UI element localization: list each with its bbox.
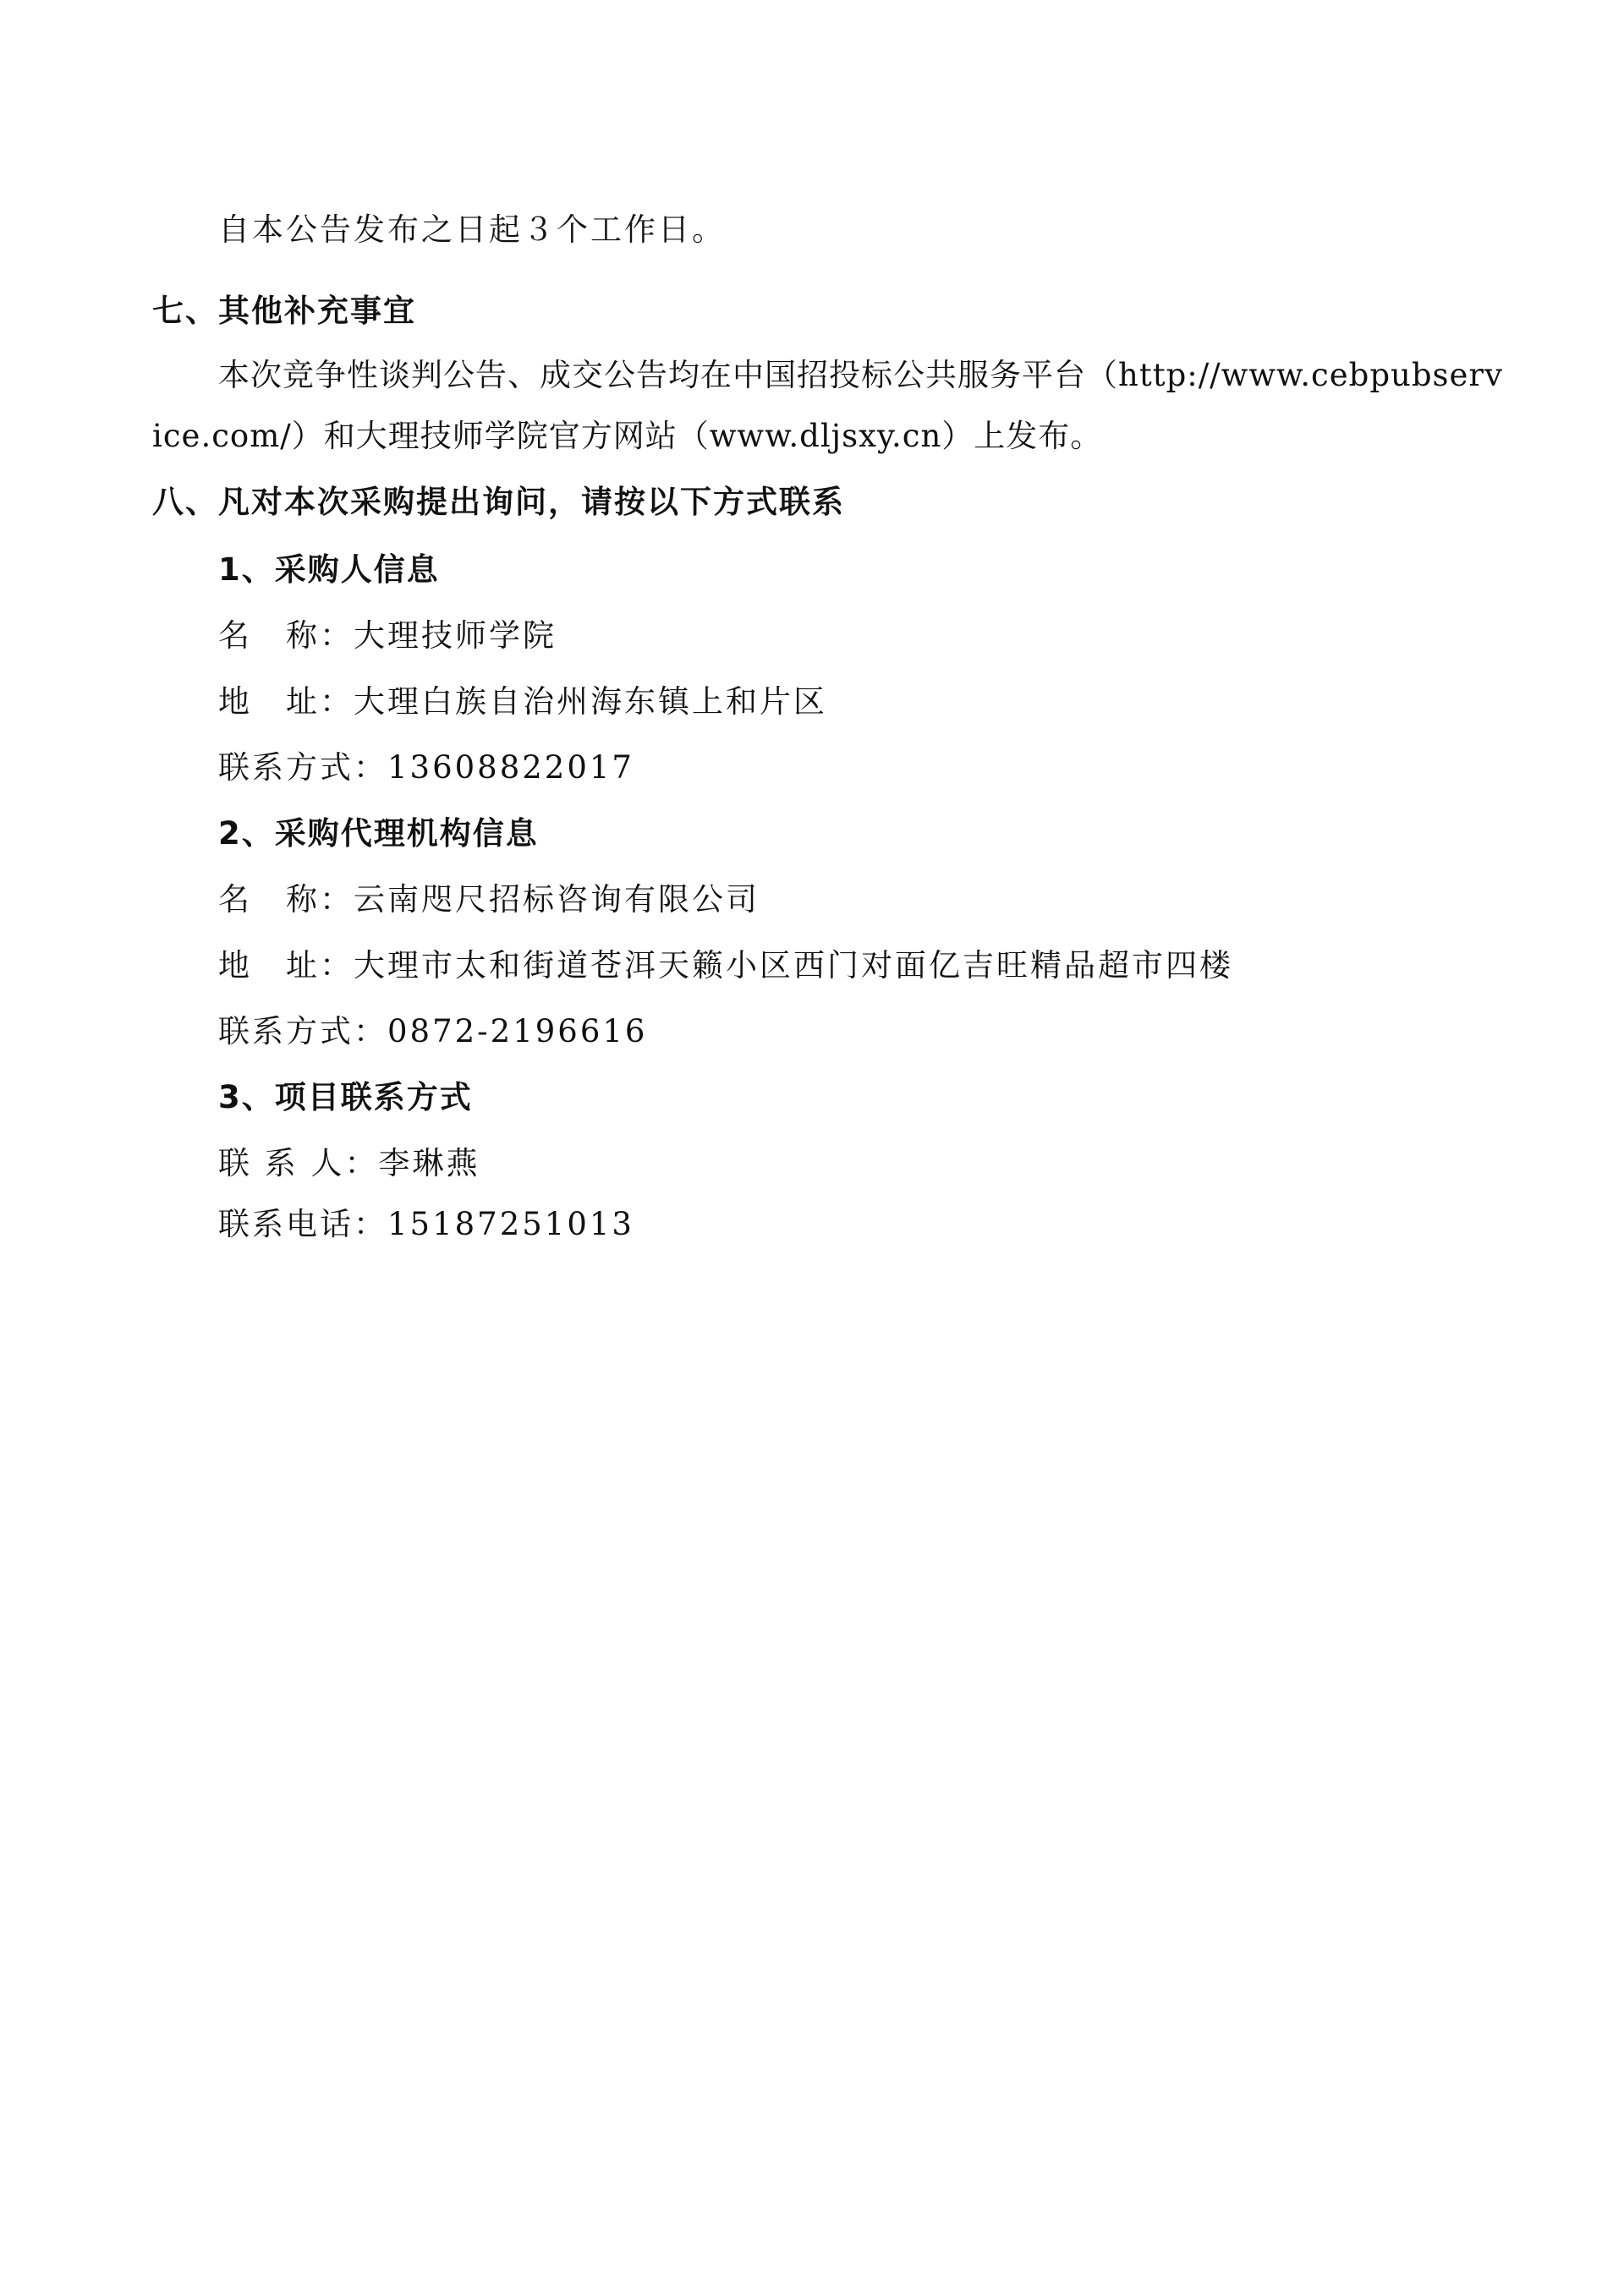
section7-body-line1: 本次竞争性谈判公告、成交公告均在中国招投标公共服务平台（http://www.cebpubserv (218, 357, 1504, 393)
purchaser-address: 地 址：大理白族自治州海东镇上和片区 (218, 683, 827, 720)
purchaser-name: 名 称：大理技师学院 (218, 617, 557, 654)
agency-name: 名 称：云南咫尺招标咨询有限公司 (218, 881, 760, 918)
agency-contact: 联系方式：0872-2196616 (218, 1013, 648, 1049)
project-title: 3、项目联系方式 (218, 1079, 473, 1115)
project-contact-person: 联 系 人：李琳燕 (218, 1145, 480, 1181)
section7-heading: 七、其他补充事宜 (152, 293, 416, 329)
project-contact-phone: 联系电话：15187251013 (218, 1206, 634, 1242)
agency-address: 地 址：大理市太和街道苍洱天籁小区西门对面亿吉旺精品超市四楼 (218, 947, 1233, 984)
purchaser-contact: 联系方式：13608822017 (218, 749, 634, 786)
agency-title: 2、采购代理机构信息 (218, 815, 539, 852)
section8-heading: 八、凡对本次采购提出询问，请按以下方式联系 (152, 484, 845, 520)
section7-body-line2: ice.com/）和大理技师学院官方网站（www.dljsxy.cn）上发布。 (152, 418, 1103, 454)
purchaser-title: 1、采购人信息 (218, 551, 440, 588)
section6-body: 自本公告发布之日起３个工作日。 (218, 211, 726, 248)
